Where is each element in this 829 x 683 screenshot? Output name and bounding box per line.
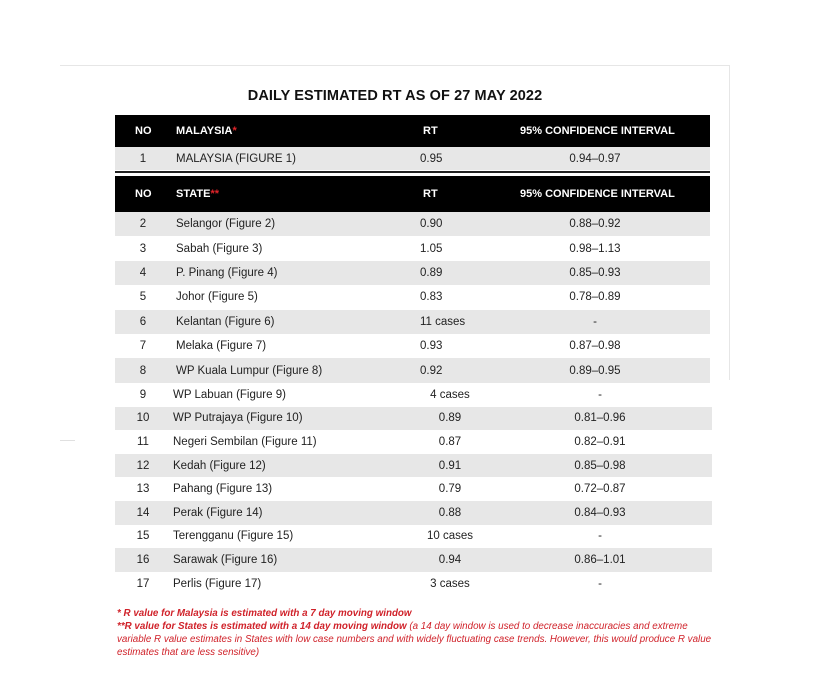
malaysia-table-header: [115, 115, 710, 147]
header-malaysia-label: MALAYSIA: [176, 125, 233, 137]
state-no: 5: [139, 291, 147, 304]
frame-border-right: [729, 65, 730, 380]
state-name: Perlis (Figure 17): [173, 577, 262, 590]
state-rt: 10 cases: [426, 530, 474, 543]
malaysia-no: 1: [139, 152, 147, 165]
state-row: [115, 236, 710, 260]
state-rt: 0.90: [420, 218, 443, 231]
state-row: [115, 212, 710, 236]
state-row: [115, 261, 710, 285]
state-ci: 0.85–0.93: [569, 266, 621, 279]
header-malaysia-star: *: [232, 125, 237, 137]
header-malaysia: [176, 115, 237, 147]
state-ci: 0.81–0.96: [574, 412, 626, 425]
state-no: 12: [136, 459, 150, 472]
state-rt: 0.94: [438, 553, 462, 566]
state-row: [115, 454, 712, 478]
state-no: 13: [136, 483, 150, 496]
state-no: 17: [136, 577, 150, 590]
state-no: 15: [136, 530, 150, 543]
state-name: Kelantan (Figure 6): [176, 315, 275, 328]
state-rt: 0.79: [438, 483, 462, 496]
state-ci: 0.86–1.01: [574, 553, 626, 566]
state-ci: -: [593, 315, 597, 328]
header-no: NO: [135, 125, 152, 137]
state-row: [115, 548, 712, 572]
malaysia-row: [115, 147, 710, 170]
state-table-header: [115, 176, 710, 212]
header-state: [176, 176, 219, 212]
state-name: Johor (Figure 5): [176, 291, 258, 304]
state-ci: 0.72–0.87: [574, 483, 626, 496]
state-name: Terengganu (Figure 15): [173, 530, 294, 543]
header-state-label: STATE: [176, 188, 211, 200]
state-ci: 0.87–0.98: [569, 340, 621, 353]
footnote-states-detail: (a 14 day window is used to decrease inaccuracies and extreme variable R value estimates in States with low case numbers and with widely fluctuating case trends. However, this would produce R value estimates that are less sensitive): [117, 621, 712, 659]
state-no: 9: [139, 388, 147, 401]
state-row: [115, 383, 712, 407]
state-row: [115, 358, 710, 382]
state-row: [115, 477, 712, 501]
footnote-states-bold: **R value for States is estimated with a 14 day moving window: [117, 621, 407, 633]
state-row: [115, 501, 712, 525]
state-name: P. Pinang (Figure 4): [176, 266, 278, 279]
state-rt: 0.91: [438, 459, 462, 472]
state-rt: 0.89: [420, 266, 443, 279]
state-rt: 0.88: [438, 506, 462, 519]
state-row: [115, 430, 712, 454]
footnote-states: [117, 620, 717, 659]
state-name: WP Putrajaya (Figure 10): [173, 412, 303, 425]
state-no: 10: [136, 412, 150, 425]
state-no: 6: [139, 315, 147, 328]
state-row: [115, 334, 710, 358]
state-ci: 0.89–0.95: [569, 364, 621, 377]
frame-border-top: [60, 65, 730, 66]
state-no: 11: [137, 435, 149, 448]
state-no: 16: [136, 553, 150, 566]
state-row: [115, 285, 710, 309]
state-row: [115, 407, 712, 431]
state-no: 14: [136, 506, 150, 519]
state-no: 4: [139, 266, 147, 279]
state-no: 8: [139, 364, 147, 377]
state-row: [115, 310, 710, 334]
state-no: 2: [139, 218, 147, 231]
state-ci: -: [598, 577, 602, 590]
state-row: [115, 572, 712, 596]
state-ci: -: [598, 388, 602, 401]
malaysia-ci: 0.94–0.97: [569, 152, 621, 165]
state-name: Negeri Sembilan (Figure 11): [173, 435, 317, 448]
table-divider: [115, 171, 710, 173]
state-name: Sabah (Figure 3): [176, 242, 263, 255]
state-rt: 0.89: [438, 412, 462, 425]
state-rt: 1.05: [420, 242, 443, 255]
state-rt: 3 cases: [430, 577, 470, 590]
state-name: Pahang (Figure 13): [173, 483, 273, 496]
state-rt: 0.87: [438, 435, 462, 448]
state-name: Kedah (Figure 12): [173, 459, 266, 472]
state-ci: 0.88–0.92: [569, 218, 621, 231]
state-name: Melaka (Figure 7): [176, 340, 267, 353]
state-rt: 0.83: [420, 291, 443, 304]
footnote-malaysia: * R value for Malaysia is estimated with a 7 day moving window: [117, 608, 412, 619]
state-ci: 0.84–0.93: [574, 506, 626, 519]
state-name: WP Labuan (Figure 9): [173, 388, 286, 401]
state-ci: 0.78–0.89: [569, 291, 621, 304]
state-name: Sarawak (Figure 16): [173, 553, 278, 566]
state-ci: 0.82–0.91: [574, 435, 626, 448]
state-rt: 11 cases: [420, 315, 466, 328]
state-no: 3: [139, 242, 147, 255]
header-ci: 95% CONFIDENCE INTERVAL: [520, 125, 675, 137]
header-rt: RT: [423, 125, 438, 137]
state-name: WP Kuala Lumpur (Figure 8): [176, 364, 323, 377]
header-rt: RT: [423, 188, 438, 200]
state-no: 7: [139, 340, 147, 353]
page-title: DAILY ESTIMATED RT AS OF 27 MAY 2022: [247, 88, 543, 104]
header-ci: 95% CONFIDENCE INTERVAL: [520, 188, 675, 200]
state-ci: 0.85–0.98: [574, 459, 626, 472]
state-ci: 0.98–1.13: [569, 242, 621, 255]
malaysia-name: MALAYSIA (FIGURE 1): [176, 152, 296, 165]
state-name: Perak (Figure 14): [173, 506, 263, 519]
header-state-star: **: [210, 188, 219, 200]
state-name: Selangor (Figure 2): [176, 218, 276, 231]
frame-border-left: [60, 440, 75, 441]
malaysia-rt: 0.95: [420, 152, 443, 165]
state-rt: 0.92: [420, 364, 443, 377]
state-rt: 0.93: [420, 340, 443, 353]
header-no: NO: [135, 188, 152, 200]
state-rt: 4 cases: [430, 388, 470, 401]
footnotes: [117, 607, 717, 659]
state-ci: -: [598, 530, 602, 543]
state-row: [115, 525, 712, 549]
